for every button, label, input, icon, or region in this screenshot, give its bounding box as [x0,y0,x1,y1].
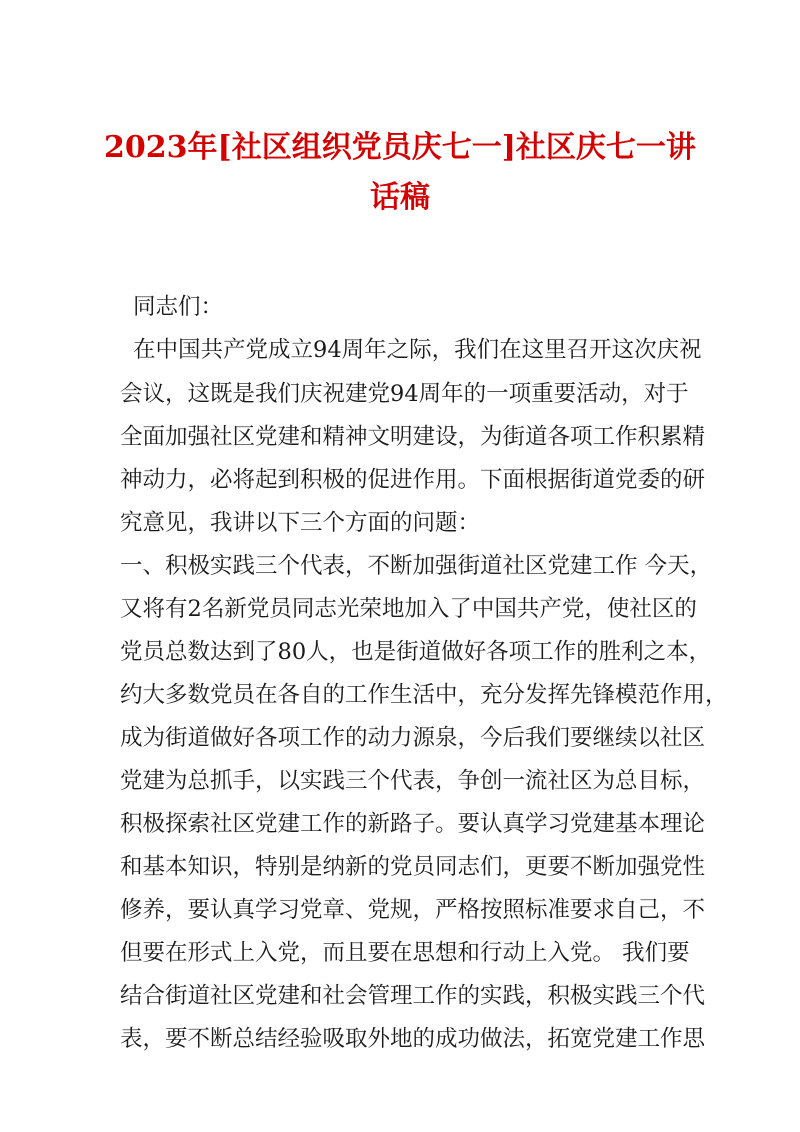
paragraph-line: 党员总数达到了80人，也是街道做好各项工作的胜利之本， [120,639,712,665]
paragraph-line: 又将有2名新党员同志光荣地加入了中国共产党，使社区的 [120,596,697,622]
document-title-line-1: 2023年[社区组织党员庆七一]社区庆七一讲 [104,130,696,165]
paragraph-line: 约大多数党员在各自的工作生活中，充分发挥先锋模范作用， [120,682,728,708]
paragraph-line: 修养，要认真学习党章、党规，严格按照标准要求自己，不 [120,897,706,923]
paragraph-line: 成为街道做好各项工作的动力源泉，今后我们要继续以社区 [120,725,706,751]
paragraph-line: 在中国共产党成立94周年之际，我们在这里召开这次庆祝 [133,337,702,363]
paragraph-line: 会议，这既是我们庆祝建党94周年的一项重要活动，对于 [120,381,689,407]
paragraph-line: 究意见，我讲以下三个方面的问题： [120,510,481,536]
paragraph-line: 表，要不断总结经验吸取外地的成功做法，拓宽党建工作思 [120,1026,706,1052]
paragraph-line: 结合街道社区党建和社会管理工作的实践，积极实践三个代 [120,983,706,1009]
paragraph-line: 全面加强社区党建和精神文明建设，为街道各项工作积累精 [120,424,706,450]
paragraph-line: 神动力，必将起到积极的促进作用。下面根据街道党委的研 [120,467,706,493]
salutation: 同志们： [133,294,224,320]
paragraph-line: 积极探索社区党建工作的新路子。要认真学习党建基本理论 [120,811,706,837]
paragraph-line: 但要在形式上入党，而且要在思想和行动上入党。 我们要 [120,940,690,966]
paragraph-line: 党建为总抓手，以实践三个代表，争创一流社区为总目标， [120,768,706,794]
section-heading-line: 一、积极实践三个代表，不断加强街道社区党建工作 今天， [120,553,713,579]
document-title-line-2: 话稿 [370,180,430,215]
paragraph-line: 和基本知识，特别是纳新的党员同志们，更要不断加强党性 [120,854,706,880]
